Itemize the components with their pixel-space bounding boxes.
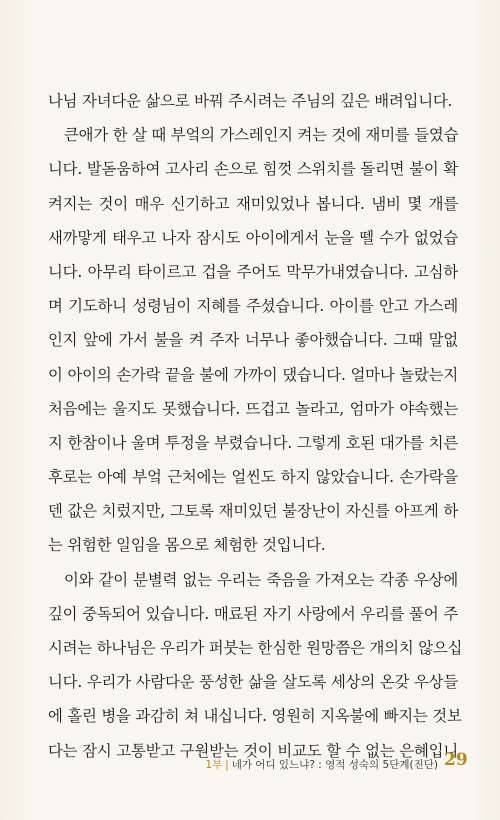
body-line: 며 기도하니 성령님이 지혜를 주셨습니다. 아이를 안고 가스레 — [48, 297, 458, 316]
body-line: 이 아이의 손가락 끝을 불에 가까이 댔습니다. 얼마나 놀랐는지 — [48, 365, 458, 384]
body-line: 깊이 중독되어 있습니다. 매료된 자기 사랑에서 우리를 풀어 주 — [48, 604, 458, 623]
body-line: 시려는 하나님은 우리가 퍼붓는 한심한 원망쯤은 개의치 않으십 — [48, 639, 463, 657]
body-line: 켜지는 것이 매우 신기하고 재미있었나 봅니다. 냄비 몇 개를 — [48, 194, 458, 213]
body-line: 후로는 아예 부엌 근처에는 얼씬도 하지 않았습니다. 손가락을 — [48, 468, 458, 487]
body-line: 나님 자녀다운 삶으로 바꿔 주시려는 주님의 깊은 배려입니다. — [48, 92, 453, 110]
body-line: 큰애가 한 살 때 부엌의 가스레인지 켜는 것에 재미를 들였습 — [64, 126, 459, 145]
running-footer — [0, 757, 438, 772]
footer-separator: | — [225, 759, 229, 771]
body-line: 니다. 우리가 사람다운 풍성한 삶을 살도록 세상의 온갖 우상들 — [48, 673, 458, 692]
body-line: 니다. 발돋움하여 고사리 손으로 힘껏 스위치를 돌리면 불이 확 — [48, 160, 458, 179]
body-line: 니다. 아무리 타이르고 겁을 주어도 막무가내였습니다. 고심하 — [48, 262, 458, 281]
body-line: 인지 앞에 가서 불을 켜 주자 너무나 좋아했습니다. 그때 말없 — [48, 331, 458, 350]
body-line: 덴 값은 치렀지만, 그토록 재미있던 불장난이 자신를 아프게 하 — [48, 502, 458, 521]
chapter-title: 네가 어디 있느냐? : 영적 성숙의 5단계(진단) — [231, 759, 438, 771]
body-line: 새까맣게 태우고 나자 잠시도 아이에게서 눈을 뗄 수가 없었습 — [48, 228, 458, 247]
body-line: 는 위험한 일임을 몸으로 체험한 것입니다. — [48, 536, 326, 555]
part-label: 1부 — [205, 759, 223, 771]
body-line: 지 한참이나 울며 투정을 부렸습니다. 그렇게 호된 대가를 치른 — [48, 433, 458, 452]
body-line: 다는 잠시 고통받고 구원받는 것이 비교도 할 수 없는 은혜입니 — [48, 741, 458, 760]
body-line: 이와 같이 분별력 없는 우리는 죽음을 가져오는 각종 우상에 — [64, 570, 458, 589]
page-number: 29 — [444, 750, 468, 770]
body-line: 에 홀린 병을 과감히 쳐 내십니다. 영원히 지옥불에 빠지는 것보 — [48, 707, 462, 726]
body-line: 처음에는 울지도 못했습니다. 뜨겁고 놀라고, 엄마가 야속했는 — [48, 399, 458, 418]
body-text — [48, 84, 463, 768]
